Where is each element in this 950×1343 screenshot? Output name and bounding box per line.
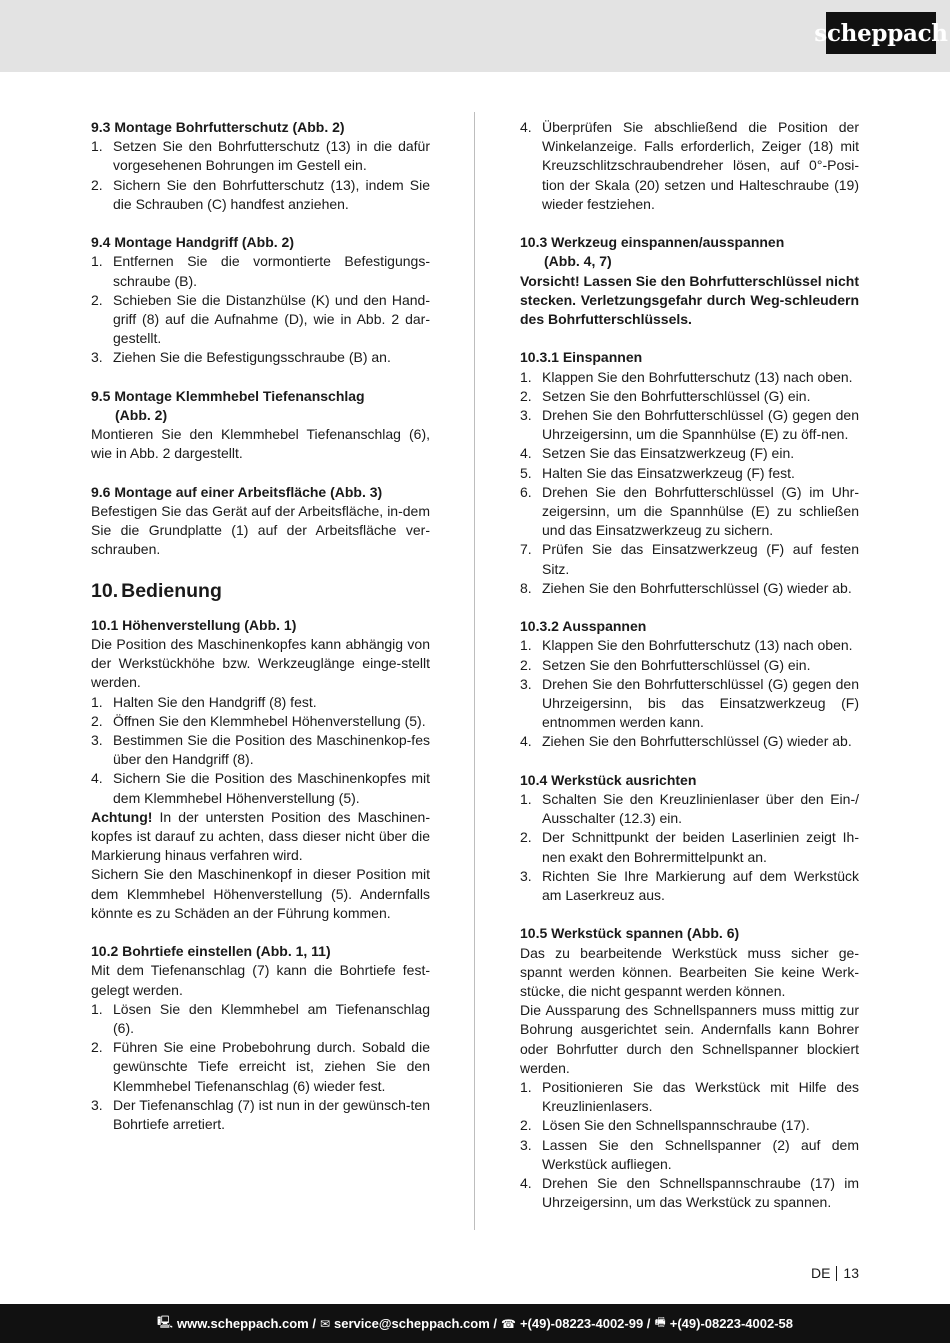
paragraph: Sichern Sie den Maschinenkopf in dieser Position mit dem Klemmhebel Höhenverstellung (5). Andernfalls könnte es zu Schäden an der Führung kommen. xyxy=(91,866,430,921)
section-title: 9.5 Montage Klemmhebel Tiefenanschlag (Abb. 2) xyxy=(91,387,365,424)
list-item: 4. Drehen Sie den Schnellspannschraube (17) im Uhrzeigersinn, um das Werkstück zu spannen. xyxy=(520,1175,859,1211)
paragraph: Mit dem Tiefenanschlag (7) kann die Bohrtiefe fest-gelegt werden. xyxy=(91,962,430,998)
section-10-2 xyxy=(91,942,430,1134)
section-title: 10.3.1 Einspannen xyxy=(520,349,643,366)
right-column xyxy=(520,118,859,1232)
step-list xyxy=(520,636,859,751)
fax-icon: 🖷 xyxy=(654,1315,666,1329)
paragraph: Montieren Sie den Klemmhebel Tiefenanschlag (6), wie in Abb. 2 dargestellt. xyxy=(91,426,430,462)
section-10-3-2 xyxy=(520,617,859,751)
paragraph: Befestigen Sie das Gerät auf der Arbeitsfläche, in-dem Sie die Grundplatte (1) auf der Arbeitsfläche ver-schrauben. xyxy=(91,503,430,558)
paragraph: Die Position des Maschinenkopfes kann abhängig von der Werkstückhöhe bzw. Werkzeuglänge einge-stellt werden. xyxy=(91,636,430,691)
list-item: 5. Halten Sie das Einsatzwerkzeug (F) fest. xyxy=(520,464,795,481)
section-title: 9.3 Montage Bohrfutterschutz (Abb. 2) xyxy=(91,119,345,135)
section-title: 9.4 Montage Handgriff (Abb. 2) xyxy=(91,234,294,251)
section-9-6 xyxy=(91,483,430,560)
column-divider xyxy=(474,112,475,1230)
list-item: 1. Lösen Sie den Klemmhebel am Tiefenanschlag (6). xyxy=(91,1000,430,1037)
list-item: 4. Überprüfen Sie abschließend die Position der Winkelanzeige. Falls erforderlich, Zeiger (18) mit Kreuzschlitzschraubendreher lösen, auf 0°-Posi-tion der Skala (20) setzen und Halteschraube (19) wieder festziehen. xyxy=(520,119,859,212)
list-item: 3. Bestimmen Sie die Position des Maschinenkop-fes über den Handgriff (8). xyxy=(91,732,430,768)
list-item: 1. Positionieren Sie das Werkstück mit Hilfe des Kreuzlinienlasers. xyxy=(520,1079,859,1115)
step-list xyxy=(91,1000,430,1134)
list-item: 2. Schieben Sie die Distanzhülse (K) und den Hand-griff (8) auf die Aufnahme (D), wie in Abb. 2 dar-gestellt. xyxy=(91,291,430,347)
footer-fax: +(49)-08223-4002-58 xyxy=(669,1316,793,1331)
header-bar xyxy=(0,0,950,72)
attention-note: Achtung! In der untersten Position des Maschinen-kopfes ist darauf zu achten, dass dieser nicht über die Markierung hinaus verfahren wird. xyxy=(91,808,430,864)
list-item: 4. Ziehen Sie den Bohrfutterschlüssel (G) wieder ab. xyxy=(520,733,852,750)
list-item: 2. Öffnen Sie den Klemmhebel Höhenverstellung (5). xyxy=(91,712,426,729)
list-item: 7. Prüfen Sie das Einsatzwerkzeug (F) auf festen Sitz. xyxy=(520,541,859,577)
list-item: 1. Halten Sie den Handgriff (8) fest. xyxy=(91,693,317,710)
section-10-3-1 xyxy=(520,348,859,598)
section-9-3 xyxy=(91,118,430,214)
list-item: 1. Klappen Sie den Bohrfutterschutz (13) nach oben. xyxy=(520,368,853,385)
step-list xyxy=(520,790,859,905)
section-title: 10.3.2 Ausspannen xyxy=(520,618,647,635)
list-item: 2. Lösen Sie den Schnellspannschraube (17). xyxy=(520,1117,810,1134)
list-item: 2. Setzen Sie den Bohrfutterschlüssel (G) ein. xyxy=(520,656,811,673)
list-item: 8. Ziehen Sie den Bohrfutterschlüssel (G) wieder ab. xyxy=(520,579,852,596)
section-title: 10.4 Werkstück ausrichten xyxy=(520,771,697,788)
list-item: 3. Richten Sie Ihre Markierung auf dem Werkstück am Laserkreuz aus. xyxy=(520,867,859,904)
list-item: 3. Drehen Sie den Bohrfutterschlüssel (G) gegen den Uhrzeigersinn, bis das Einsatzwerkzeug (F) entnommen werden kann. xyxy=(520,675,859,731)
step-list xyxy=(91,137,430,214)
section-10-3 xyxy=(520,233,859,329)
list-item: 2. Führen Sie eine Probebohrung durch. Sobald die gewünschte Tiefe erreicht ist, ziehen Sie den Klemmhebel Tiefenanschlag (6) wieder fest. xyxy=(91,1039,430,1094)
list-item: 3. Der Tiefenanschlag (7) ist nun in der gewünsch-ten Bohrtiefe arretiert. xyxy=(91,1096,430,1133)
list-item: 3. Drehen Sie den Bohrfutterschlüssel (G) gegen den Uhrzeigersinn, um die Spannhülse (E) zu öff-nen. xyxy=(520,407,859,443)
step-list xyxy=(91,693,430,808)
list-item: 6. Drehen Sie den Bohrfutterschlüssel (G) im Uhr-zeigersinn, um die Spannhülse (E) zu schließen und das Einsatzwerkzeug zu sichern. xyxy=(520,483,859,539)
section-continuation xyxy=(520,118,859,214)
list-item: 3. Lassen Sie den Schnellspanner (2) auf dem Werkstück aufliegen. xyxy=(520,1136,859,1172)
list-item: 1. Entfernen Sie die vormontierte Befestigungs-schraube (B). xyxy=(91,253,430,289)
left-column xyxy=(91,118,430,1153)
section-10-4 xyxy=(520,771,859,905)
mail-icon: ✉ xyxy=(319,1316,331,1331)
list-item: 4. Sichern Sie die Position des Maschinenkopfes mit dem Klemmhebel Höhenverstellung (5). xyxy=(91,770,430,806)
footer-website[interactable]: www.scheppach.com / xyxy=(177,1316,316,1331)
footer-bar xyxy=(0,1304,950,1343)
footer-phone: +(49)-08223-4002-99 / xyxy=(519,1316,651,1331)
section-10-1 xyxy=(91,616,430,923)
page-number-separator xyxy=(836,1266,837,1281)
list-item: 2. Sichern Sie den Bohrfutterschutz (13), indem Sie die Schrauben (C) handfest anziehen. xyxy=(91,176,430,212)
computer-icon: 🖳 xyxy=(157,1315,174,1329)
language-code: DE xyxy=(810,1265,831,1281)
warning-note: Vorsicht! Lassen Sie den Bohrfutterschlüssel nicht stecken. Verletzungsgefahr durch Weg-schleudern des Bohrfutterschlüssels. xyxy=(520,272,859,328)
section-title: 10.1 Höhenverstellung (Abb. 1) xyxy=(91,616,297,633)
step-list xyxy=(91,252,430,367)
list-item: 2. Setzen Sie den Bohrfutterschlüssel (G) ein. xyxy=(520,387,811,404)
paragraph: Das zu bearbeitende Werkstück muss sicher ge-spannt werden können. Bearbeiten Sie keine Werk-stücke, die nicht gespannt werden können. xyxy=(520,944,859,1000)
list-item: 1. Schalten Sie den Kreuzlinienlaser über den Ein-/ Ausschalter (12.3) ein. xyxy=(520,791,859,827)
paragraph: Die Aussparung des Schnellspanners muss mittig zur Bohrung ausgerichtet sein. Andernfalls kann Bohrer oder Bohrfutter durch den Schnellspanner blockiert werden. xyxy=(520,1002,859,1076)
brand-logo: scheppach xyxy=(826,12,936,54)
section-title: 10.5 Werkstück spannen (Abb. 6) xyxy=(520,925,740,942)
section-title: 9.6 Montage auf einer Arbeitsfläche (Abb. 3) xyxy=(91,483,383,500)
list-item: 1. Setzen Sie den Bohrfutterschutz (13) in die dafür vorgesehenen Bohrungen im Gestell ein. xyxy=(91,138,430,174)
section-title: 10.2 Bohrtiefe einstellen (Abb. 1, 11) xyxy=(91,943,331,960)
footer-email[interactable]: service@scheppach.com / xyxy=(334,1316,498,1331)
step-list xyxy=(520,118,859,214)
chapter-title: 10. Bedienung xyxy=(91,579,222,602)
section-9-4 xyxy=(91,233,430,367)
phone-icon: ☎ xyxy=(501,1316,516,1331)
section-title: 10.3 Werkzeug einspannen/ausspannen (Abb. 4, 7) xyxy=(520,234,785,270)
list-item: 3. Ziehen Sie die Befestigungsschraube (B) an. xyxy=(91,349,391,366)
step-list xyxy=(520,368,859,598)
list-item: 2. Der Schnittpunkt der beiden Laserlinien zeigt Ih-nen exakt den Bohrermittelpunkt an. xyxy=(520,829,859,865)
page-number xyxy=(811,1265,859,1281)
page-number-value: 13 xyxy=(843,1265,859,1281)
step-list xyxy=(520,1078,859,1212)
section-9-5 xyxy=(91,387,430,464)
list-item: 4. Setzen Sie das Einsatzwerkzeug (F) ein. xyxy=(520,445,795,462)
list-item: 1. Klappen Sie den Bohrfutterschutz (13) nach oben. xyxy=(520,637,853,654)
section-10-5 xyxy=(520,924,859,1212)
